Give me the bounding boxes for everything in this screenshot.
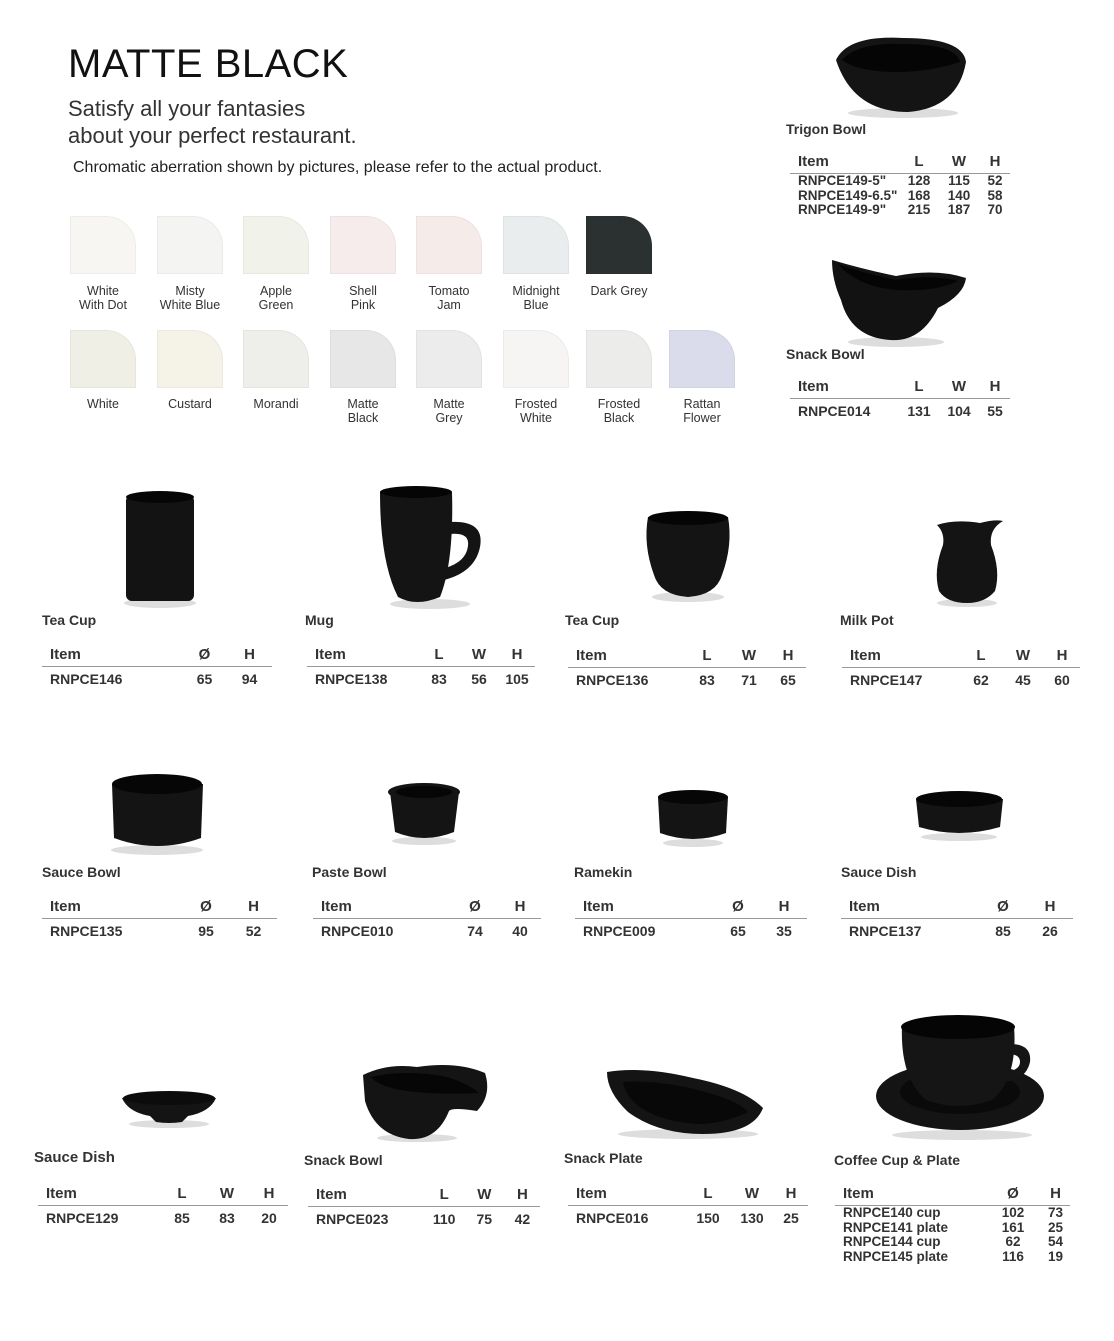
tea-cup-cylinder-photo	[110, 485, 210, 610]
spec-header-cell: H	[1041, 1183, 1070, 1206]
color-label-line-1: Apple	[260, 284, 292, 298]
spec-header-cell: Item	[842, 645, 960, 668]
spec-cell: 45	[1015, 672, 1031, 688]
spec-header-cell: Ø	[979, 896, 1027, 919]
spec-header-cell: Ø	[451, 896, 499, 919]
spec-cell: 52	[245, 923, 262, 939]
color-label-line-2: Flower	[683, 411, 721, 425]
spec-cell: 40	[512, 923, 528, 939]
spec-header-cell: W	[204, 1183, 250, 1206]
color-swatch	[586, 216, 652, 274]
color-swatch-label	[58, 397, 148, 411]
spec-cell: 95	[198, 923, 214, 939]
spec-header-cell: Ø	[182, 644, 227, 667]
sauce-dish-2-photo	[118, 1080, 220, 1130]
spec-cell: 19	[1047, 1248, 1064, 1264]
spec-cell: 116	[1002, 1248, 1024, 1264]
color-swatch	[416, 330, 482, 388]
spec-header-cell: L	[686, 645, 728, 668]
spec-header-cell: Item	[575, 896, 715, 919]
spec-cell: 71	[741, 672, 757, 688]
spec-cell: 85	[995, 923, 1011, 939]
snack-bowl-bottom-spec-table	[308, 1184, 540, 1227]
spec-cell: 60	[1054, 672, 1070, 688]
spec-header-cell: W	[730, 1183, 774, 1206]
spec-header-cell: W	[459, 644, 499, 667]
color-swatch	[586, 330, 652, 388]
spec-header-cell: H	[1044, 645, 1080, 668]
color-label-line-2: Pink	[350, 298, 376, 312]
spec-cell: RNPCE023	[316, 1211, 389, 1227]
subtitle-line-2: about your perfect restaurant.	[68, 123, 357, 148]
paste-bowl-spec-table	[313, 896, 541, 939]
sauce-dish-2-name: Sauce Dish	[34, 1149, 115, 1166]
spec-header-cell: Item	[790, 151, 900, 174]
sauce-dish-1-photo	[912, 785, 1007, 845]
table-row	[790, 189, 1010, 204]
spec-header-cell: H	[980, 151, 1010, 174]
spec-cell: 83	[219, 1210, 235, 1226]
milk-pot-photo	[925, 515, 1010, 610]
color-swatch-label	[145, 397, 235, 411]
paste-bowl-photo	[382, 778, 467, 848]
color-swatch-label	[231, 397, 321, 411]
spec-cell: RNPCE149-5"	[798, 173, 887, 188]
spec-cell: RNPCE146	[50, 671, 123, 687]
spec-header-cell: Item	[568, 645, 686, 668]
color-label-line-2: Black	[603, 411, 635, 425]
color-label-line-2: With Dot	[79, 298, 127, 312]
spec-header-cell: W	[938, 151, 980, 174]
sauce-bowl-name: Sauce Bowl	[42, 864, 121, 880]
spec-cell: 52	[987, 173, 1003, 188]
table-row	[42, 667, 272, 688]
color-label-line-2: Blue	[523, 298, 549, 312]
spec-header-cell: Item	[841, 896, 979, 919]
spec-cell: 150	[696, 1210, 720, 1226]
table-row	[307, 667, 535, 688]
color-swatch	[503, 216, 569, 274]
trigon-bowl-photo	[828, 30, 978, 120]
color-swatch-label	[404, 397, 494, 425]
spec-header-cell: W	[728, 645, 770, 668]
spec-cell: 104	[947, 403, 971, 419]
spec-header-cell: Item	[313, 896, 451, 919]
page-subtitle	[68, 95, 488, 149]
spec-cell: 115	[948, 173, 970, 188]
spec-header-cell: H	[227, 644, 272, 667]
spec-cell: 105	[505, 671, 529, 687]
color-swatch-label	[318, 284, 408, 312]
trigon-bowl-spec-table	[790, 151, 1010, 218]
color-swatch	[157, 216, 223, 274]
spec-header-cell: L	[960, 645, 1002, 668]
spec-cell: 62	[1005, 1234, 1021, 1249]
color-label-line-1: Shell	[349, 284, 377, 298]
color-label-line-1: Morandi	[253, 397, 299, 411]
spec-header-cell: H	[980, 376, 1010, 399]
spec-cell: 83	[431, 671, 447, 687]
spec-header-cell: Item	[42, 896, 182, 919]
spec-cell: RNPCE010	[321, 923, 394, 939]
table-row	[42, 919, 277, 940]
ramekin-name: Ramekin	[574, 864, 633, 880]
sauce-bowl-spec-table	[42, 896, 277, 939]
spec-cell: RNPCE137	[849, 923, 922, 939]
snack-plate-name: Snack Plate	[564, 1150, 643, 1166]
spec-header-cell: L	[686, 1183, 730, 1206]
color-label-line-1: White	[87, 397, 119, 411]
mug-name: Mug	[305, 612, 334, 628]
color-label-line-2: Green	[258, 298, 294, 312]
spec-header-cell: H	[499, 896, 541, 919]
spec-cell: 83	[699, 672, 715, 688]
color-swatch	[70, 330, 136, 388]
tea-cup-1-name: Tea Cup	[42, 612, 97, 628]
color-label-line-1: Custard	[168, 397, 212, 411]
spec-cell: 140	[947, 187, 971, 203]
mug-photo	[370, 482, 495, 612]
spec-cell: 42	[514, 1211, 531, 1227]
spec-header-cell: H	[505, 1184, 540, 1207]
table-row	[313, 919, 541, 940]
coffee-set-spec-table	[835, 1183, 1070, 1264]
spec-header-cell: H	[770, 645, 806, 668]
table-row	[568, 1206, 808, 1227]
snack-bowl-bottom-name: Snack Bowl	[304, 1152, 383, 1168]
tea-cup-1-spec-table	[42, 644, 272, 687]
spec-header-cell: H	[1027, 896, 1073, 919]
ramekin-spec-table	[575, 896, 807, 939]
table-row	[835, 1206, 1070, 1221]
spec-header-cell: L	[419, 644, 459, 667]
color-swatch-label	[231, 284, 321, 312]
coffee-cup-plate-photo	[872, 1008, 1052, 1143]
spec-header-cell: H	[250, 1183, 288, 1206]
spec-cell: 168	[907, 187, 931, 203]
milk-pot-name: Milk Pot	[840, 612, 894, 628]
snack-plate-spec-table	[568, 1183, 808, 1226]
table-row	[568, 668, 806, 689]
spec-cell: 55	[987, 403, 1003, 419]
spec-cell: 85	[174, 1210, 190, 1226]
color-label-line-2: White	[520, 411, 552, 425]
table-row	[308, 1207, 540, 1228]
color-label-line-2: Grey	[435, 411, 463, 425]
color-swatch	[416, 216, 482, 274]
page-title: MATTE BLACK	[68, 42, 349, 86]
spec-cell: 70	[987, 202, 1003, 217]
spec-cell: RNPCE144 cup	[843, 1234, 941, 1249]
snack-bowl-top-photo	[826, 250, 976, 350]
color-swatch-label	[574, 284, 664, 298]
spec-cell: 35	[776, 923, 792, 939]
spec-cell: 56	[471, 671, 487, 687]
table-row	[38, 1206, 288, 1227]
spec-cell: 128	[907, 173, 931, 188]
snack-bowl-top-spec-table	[790, 376, 1010, 419]
color-swatch	[503, 330, 569, 388]
color-label-line-1: Matte	[347, 397, 379, 411]
spec-cell: 215	[907, 202, 931, 217]
color-swatch-label	[145, 284, 235, 312]
table-row	[790, 174, 1010, 189]
spec-cell: RNPCE138	[315, 671, 388, 687]
spec-cell: 65	[780, 672, 796, 688]
spec-header-cell: Item	[790, 376, 900, 399]
color-swatch	[243, 216, 309, 274]
spec-cell: RNPCE129	[46, 1210, 119, 1226]
trigon-bowl-name: Trigon Bowl	[786, 121, 867, 137]
spec-header-cell: H	[774, 1183, 808, 1206]
snack-bowl-top-name: Snack Bowl	[786, 346, 865, 362]
table-row	[841, 919, 1073, 940]
spec-header-cell: Item	[42, 644, 182, 667]
spec-cell: RNPCE149-6.5"	[798, 187, 898, 203]
table-row	[575, 919, 807, 940]
spec-cell: 110	[432, 1211, 456, 1227]
spec-cell: RNPCE136	[576, 672, 649, 688]
spec-header-cell: L	[160, 1183, 204, 1206]
spec-header-cell: L	[900, 151, 938, 174]
spec-cell: 25	[1047, 1219, 1064, 1235]
tea-cup-2-spec-table	[568, 645, 806, 688]
milk-pot-spec-table	[842, 645, 1080, 688]
spec-header-cell: Item	[835, 1183, 985, 1206]
subtitle-line-1: Satisfy all your fantasies	[68, 96, 306, 121]
color-label-line-1: Matte	[433, 397, 465, 411]
spec-header-cell: L	[425, 1184, 464, 1207]
color-label-line-1: Frosted	[514, 397, 558, 411]
spec-cell: 75	[476, 1211, 493, 1227]
color-swatch	[669, 330, 735, 388]
color-swatch-label	[318, 397, 408, 425]
spec-cell: RNPCE149-9"	[798, 202, 887, 217]
spec-header-cell: Item	[38, 1183, 160, 1206]
spec-header-cell: H	[230, 896, 277, 919]
table-row	[790, 203, 1010, 218]
spec-cell: 130	[740, 1210, 764, 1226]
spec-cell: RNPCE145 plate	[843, 1248, 949, 1264]
table-row	[790, 399, 1010, 420]
spec-header-cell: Ø	[715, 896, 761, 919]
spec-cell: RNPCE141 plate	[843, 1219, 949, 1235]
sauce-dish-1-spec-table	[841, 896, 1073, 939]
sauce-dish-2-spec-table	[38, 1183, 288, 1226]
mug-spec-table	[307, 644, 535, 687]
color-swatch-label	[491, 284, 581, 312]
spec-header-cell: L	[900, 376, 938, 399]
spec-header-cell: Item	[308, 1184, 425, 1207]
table-row	[835, 1235, 1070, 1250]
color-swatch-label	[58, 284, 148, 312]
color-label-line-1: Tomato	[428, 284, 470, 298]
spec-cell: 74	[467, 923, 483, 939]
spec-header-cell: Ø	[182, 896, 230, 919]
color-swatch-label	[404, 284, 494, 312]
disclaimer-note: Chromatic aberration shown by pictures, please refer to the actual product.	[73, 159, 603, 176]
spec-header-cell: H	[761, 896, 807, 919]
paste-bowl-name: Paste Bowl	[312, 864, 387, 880]
table-row	[835, 1221, 1070, 1236]
color-swatch	[330, 216, 396, 274]
sauce-dish-1-name: Sauce Dish	[841, 864, 917, 880]
spec-header-cell: W	[938, 376, 980, 399]
spec-cell: RNPCE140 cup	[843, 1205, 941, 1220]
snack-bowl-bottom-photo	[357, 1055, 492, 1145]
spec-header-cell: Item	[568, 1183, 686, 1206]
color-swatch-label	[491, 397, 581, 425]
spec-cell: 65	[730, 923, 746, 939]
color-swatch	[330, 330, 396, 388]
color-label-line-1: White	[87, 284, 119, 298]
spec-cell: 54	[1047, 1234, 1064, 1249]
spec-cell: 187	[947, 202, 971, 217]
spec-cell: 161	[1001, 1219, 1025, 1235]
color-label-line-1: Rattan	[683, 397, 721, 411]
spec-cell: 94	[241, 671, 258, 687]
spec-header-cell: W	[464, 1184, 505, 1207]
tea-cup-tapered-photo	[638, 505, 738, 605]
color-swatch	[157, 330, 223, 388]
color-label-line-1: Midnight	[512, 284, 560, 298]
spec-cell: RNPCE014	[798, 403, 871, 419]
color-label-line-2: Jam	[437, 298, 461, 312]
spec-header-cell: Item	[307, 644, 419, 667]
spec-cell: 102	[1001, 1205, 1025, 1220]
spec-cell: 62	[973, 672, 989, 688]
table-row	[835, 1250, 1070, 1265]
ramekin-photo	[652, 785, 734, 850]
snack-plate-photo	[603, 1062, 768, 1142]
color-label-line-1: Misty	[175, 284, 205, 298]
spec-cell: RNPCE147	[850, 672, 923, 688]
sauce-bowl-photo	[100, 768, 215, 858]
color-label-line-2: Black	[347, 411, 379, 425]
color-swatch	[70, 216, 136, 274]
spec-header-cell: H	[499, 644, 535, 667]
spec-cell: 25	[783, 1210, 799, 1226]
tea-cup-2-name: Tea Cup	[565, 612, 620, 628]
spec-cell: 20	[261, 1210, 277, 1226]
color-label-line-1: Dark Grey	[590, 284, 648, 298]
spec-cell: 58	[987, 187, 1003, 203]
spec-header-cell: W	[1002, 645, 1044, 668]
table-row	[842, 668, 1080, 689]
coffee-set-name: Coffee Cup & Plate	[834, 1152, 961, 1168]
spec-cell: RNPCE135	[50, 923, 123, 939]
spec-cell: 65	[196, 671, 213, 687]
spec-cell: 26	[1042, 923, 1058, 939]
spec-cell: RNPCE009	[583, 923, 656, 939]
color-swatch-label	[574, 397, 664, 425]
spec-cell: RNPCE016	[576, 1210, 649, 1226]
color-swatch	[243, 330, 309, 388]
spec-header-cell: Ø	[985, 1183, 1041, 1206]
color-label-line-1: Frosted	[597, 397, 641, 411]
spec-cell: 131	[907, 403, 931, 419]
color-label-line-2: White Blue	[159, 298, 221, 312]
spec-cell: 73	[1047, 1205, 1064, 1220]
color-swatch-label	[657, 397, 747, 425]
